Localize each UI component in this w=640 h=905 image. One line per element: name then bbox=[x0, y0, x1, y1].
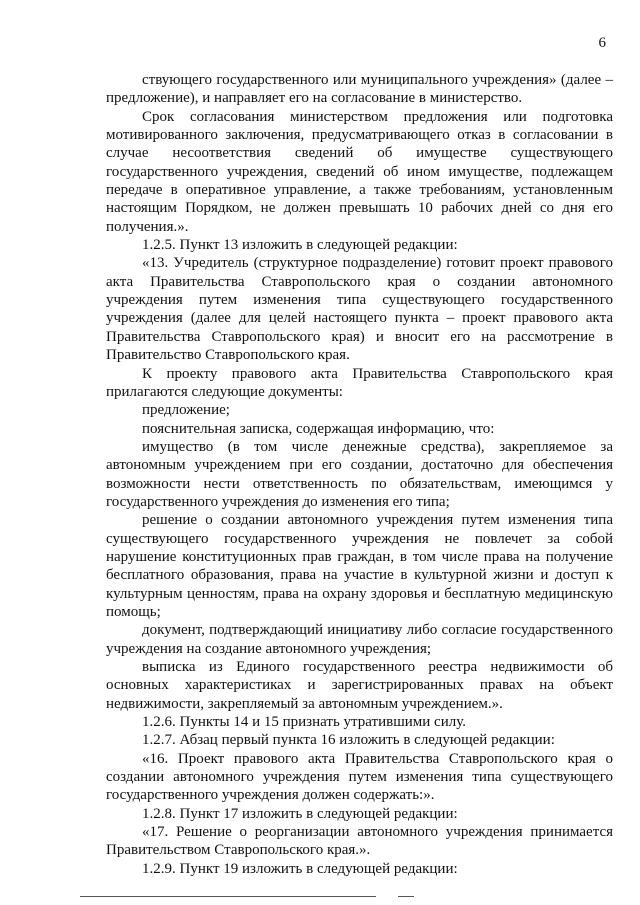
document-body bbox=[106, 71, 613, 878]
paragraph-12: 1.2.6. Пункты 14 и 15 признать утратившими силу. bbox=[142, 714, 466, 731]
footer-rule bbox=[80, 896, 376, 897]
paragraph-6: предложение; bbox=[142, 402, 230, 419]
paragraph-8: имущество (в том числе денежные средства), закрепляемое за автономным учреждением при его создании, достаточно для обеспечения возможности нести ответственность по обязательствам, имеющимся у государственного учреждения до изменения его типа; bbox=[106, 438, 613, 510]
footer-rule-short bbox=[398, 896, 414, 897]
page-number: 6 bbox=[598, 35, 606, 51]
paragraph-16: «17. Решение о реорганизации автономного учреждения принимается Правительством Ставропольского края.». bbox=[106, 824, 613, 859]
paragraph-2: Срок согласования министерством предложения или подготовка мотивированного заключения, предусматривающего отказ в согласовании в случае несоответствия сведений об имуществе существующего государственного учреждения, сведений об ином имуществе, подлежащем передаче в оперативное управление, а также требованиям, установленным настоящим Порядком, не должен превышать 10 рабочих дней со дня его получения.». bbox=[106, 108, 613, 235]
paragraph-17: 1.2.9. Пункт 19 изложить в следующей редакции: bbox=[142, 860, 458, 877]
paragraph-14: «16. Проект правового акта Правительства Ставропольского края о создании автономного учреждения путем изменения типа существующего государственного учреждения должен содержать:». bbox=[106, 750, 613, 804]
paragraph-1: ствующего государственного или муниципального учреждения» (далее – предложение), и направляет его на согласование в министерство. bbox=[106, 72, 613, 107]
paragraph-5: К проекту правового акта Правительства Ставропольского края прилагаются следующие документы: bbox=[106, 365, 613, 400]
paragraph-9: решение о создании автономного учреждения путем изменения типа существующего государственного учреждения не повлечет за собой нарушение конституционных прав граждан, в том числе права на получение бесплатного образования, права на участие в культурной жизни и доступ к культурным ценностям, права на охрану здоровья и бесплатную медицинскую помощь; bbox=[106, 512, 613, 620]
paragraph-7: пояснительная записка, содержащая информацию, что: bbox=[142, 420, 495, 437]
paragraph-4: «13. Учредитель (структурное подразделение) готовит проект правового акта Правительства Ставропольского края о создании автономного учреждения путем изменения типа существующего государственного учреждения (далее для целей настоящего пункта – проект правового акта Правительства Ставропольского края) и вносит его на рассмотрение в Правительство Ставропольского края. bbox=[106, 255, 613, 364]
paragraph-3: 1.2.5. Пункт 13 изложить в следующей редакции: bbox=[142, 237, 458, 254]
paragraph-10: документ, подтверждающий инициативу либо согласие государственного учреждения на создание автономного учреждения; bbox=[106, 622, 613, 657]
paragraph-15: 1.2.8. Пункт 17 изложить в следующей редакции: bbox=[142, 805, 458, 822]
paragraph-11: выписка из Единого государственного реестра недвижимости об основных характеристиках и зарегистрированных правах на объект недвижимости, закрепляемый за автономным учреждением.». bbox=[106, 659, 613, 712]
paragraph-13: 1.2.7. Абзац первый пункта 16 изложить в следующей редакции: bbox=[142, 732, 555, 749]
